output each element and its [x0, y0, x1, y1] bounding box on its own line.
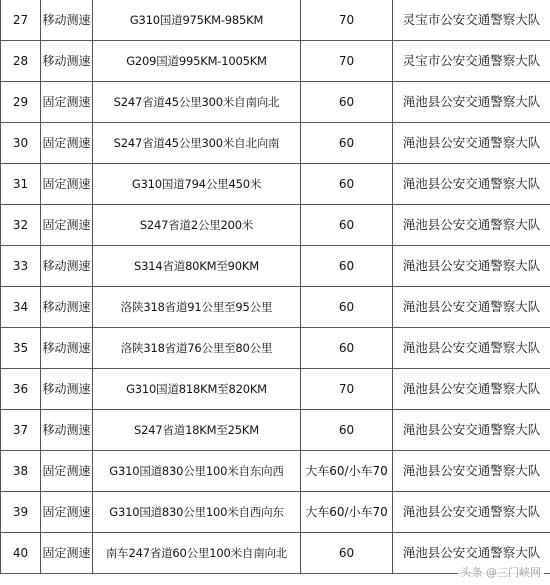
speed-limit-cell: 60: [301, 533, 393, 574]
enforcement-type-cell: 移动测速: [41, 369, 93, 410]
department-cell: 灵宝市公安交通警察大队: [393, 0, 550, 41]
road-section-cell: 洛陕318省道91公里至95公里: [93, 287, 301, 328]
road-section-cell: S247省道45公里300米自北向南: [93, 123, 301, 164]
table-row: [1, 246, 550, 287]
enforcement-type-cell: 固定测速: [41, 164, 93, 205]
department-cell: 灵宝市公安交通警察大队: [393, 41, 550, 82]
enforcement-type-cell: 固定测速: [41, 82, 93, 123]
speed-limit-cell: 70: [301, 41, 393, 82]
road-section-cell: G310国道830公里100米自东向西: [93, 451, 301, 492]
speed-limit-cell: 60: [301, 287, 393, 328]
row-number-cell: 31: [1, 164, 41, 205]
speed-limit-cell: 60: [301, 82, 393, 123]
department-cell: 渑池县公安交通警察大队: [393, 164, 550, 205]
road-section-cell: S247省道18KM至25KM: [93, 410, 301, 451]
road-section-cell: G310国道818KM至820KM: [93, 369, 301, 410]
speed-limit-cell: 60: [301, 164, 393, 205]
department-cell: 渑池县公安交通警察大队: [393, 205, 550, 246]
enforcement-type-cell: 移动测速: [41, 328, 93, 369]
department-cell: 渑池县公安交通警察大队: [393, 123, 550, 164]
speed-limit-cell: 60: [301, 246, 393, 287]
department-cell: 渑池县公安交通警察大队: [393, 246, 550, 287]
row-number-cell: 37: [1, 410, 41, 451]
enforcement-type-cell: 移动测速: [41, 287, 93, 328]
speed-limit-cell: 70: [301, 0, 393, 41]
road-section-cell: 南车247省道60公里100米自南向北: [93, 533, 301, 574]
enforcement-type-cell: 固定测速: [41, 492, 93, 533]
speed-limit-cell: 70: [301, 369, 393, 410]
row-number-cell: 38: [1, 451, 41, 492]
department-cell: 渑池县公安交通警察大队: [393, 410, 550, 451]
speed-limit-cell: 60: [301, 410, 393, 451]
enforcement-type-cell: 固定测速: [41, 205, 93, 246]
table-row: [1, 287, 550, 328]
table-row: [1, 492, 550, 533]
table-row: [1, 205, 550, 246]
row-number-cell: 29: [1, 82, 41, 123]
speed-limit-cell: 大车60/小车70: [301, 451, 393, 492]
table-row: [1, 41, 550, 82]
table-row: [1, 82, 550, 123]
road-section-cell: S314省道80KM至90KM: [93, 246, 301, 287]
row-number-cell: 36: [1, 369, 41, 410]
table-row: [1, 451, 550, 492]
road-section-cell: 洛陕318省道76公里至80公里: [93, 328, 301, 369]
row-number-cell: 27: [1, 0, 41, 41]
road-section-cell: G310国道975KM-985KM: [93, 0, 301, 41]
table-row: [1, 410, 550, 451]
table-row: [1, 164, 550, 205]
enforcement-type-cell: 固定测速: [41, 533, 93, 574]
row-number-cell: 40: [1, 533, 41, 574]
department-cell: 渑池县公安交通警察大队: [393, 287, 550, 328]
road-section-cell: G310国道794公里450米: [93, 164, 301, 205]
table-row: [1, 0, 550, 41]
table-row: [1, 369, 550, 410]
speed-limit-cell: 大车60/小车70: [301, 492, 393, 533]
department-cell: 渑池县公安交通警察大队: [393, 369, 550, 410]
enforcement-type-cell: 移动测速: [41, 0, 93, 41]
department-cell: 渑池县公安交通警察大队: [393, 533, 550, 574]
enforcement-type-cell: 固定测速: [41, 451, 93, 492]
enforcement-type-cell: 移动测速: [41, 41, 93, 82]
row-number-cell: 34: [1, 287, 41, 328]
table-row: [1, 328, 550, 369]
road-section-cell: S247省道2公里200米: [93, 205, 301, 246]
speed-limit-cell: 60: [301, 205, 393, 246]
department-cell: 渑池县公安交通警察大队: [393, 451, 550, 492]
enforcement-type-cell: 移动测速: [41, 410, 93, 451]
department-cell: 渑池县公安交通警察大队: [393, 82, 550, 123]
speed-limit-cell: 60: [301, 328, 393, 369]
enforcement-type-cell: 移动测速: [41, 246, 93, 287]
row-number-cell: 32: [1, 205, 41, 246]
watermark-text: 头条 @三门峡网: [458, 563, 545, 581]
department-cell: 渑池县公安交通警察大队: [393, 492, 550, 533]
road-section-cell: G310国道830公里100米自西向东: [93, 492, 301, 533]
table-row: [1, 123, 550, 164]
row-number-cell: 39: [1, 492, 41, 533]
speed-limit-cell: 60: [301, 123, 393, 164]
row-number-cell: 28: [1, 41, 41, 82]
table-body: [1, 0, 550, 574]
row-number-cell: 33: [1, 246, 41, 287]
enforcement-type-cell: 固定测速: [41, 123, 93, 164]
department-cell: 渑池县公安交通警察大队: [393, 328, 550, 369]
row-number-cell: 35: [1, 328, 41, 369]
row-number-cell: 30: [1, 123, 41, 164]
road-section-cell: S247省道45公里300米自南向北: [93, 82, 301, 123]
road-section-cell: G209国道995KM-1005KM: [93, 41, 301, 82]
